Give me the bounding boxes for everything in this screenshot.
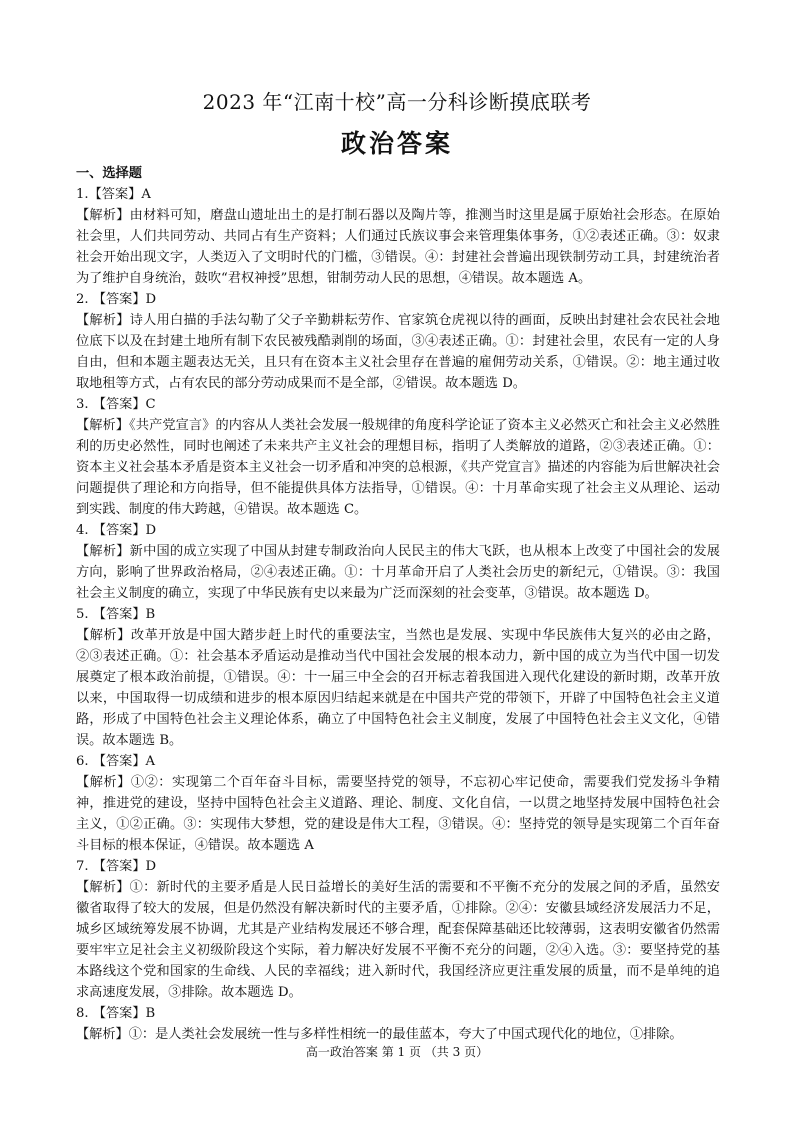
exam-title: 2023 年“江南十校”高一分科诊断摸底联考 bbox=[202, 90, 592, 114]
page-footer: 高一政治答案 第 1 页 （共 3 页） bbox=[305, 1045, 489, 1059]
explanation-8: 【解析】①：是人类社会发展统一性与多样性相统一的最佳蓝本，夸大了中国式现代化的地位，①排除。 bbox=[76, 1027, 683, 1042]
answer-line-5: 5. 【答案】B bbox=[76, 607, 156, 622]
answer-line-7: 7. 【答案】D bbox=[76, 859, 157, 874]
answer-line-2: 2. 【答案】D bbox=[76, 292, 157, 307]
answer-content bbox=[76, 163, 720, 1045]
explanation-1: 【解析】由材料可知，磨盘山遗址出土的是打制石器以及陶片等，推测当时这里是属于原始社会形态。在原始社会里，人们共同劳动、共同占有生产资料；人们通过氏族议事会来管理集体事务，①②表述正确。③：奴隶社会开始出现文字，人类迈入了文明时代的门槛，③错误。④：封建社会普遍出现铁制劳动工具，封建统治者为了维护自身统治，鼓吹“君权神授”思想，钳制劳动人民的思想，④错误。故本题选 A。 bbox=[76, 208, 720, 286]
explanation-4: 【解析】新中国的成立实现了中国从封建专制政治向人民民主的伟大飞跃，也从根本上改变了中国社会的发展方向，影响了世界政治格局，②④表述正确。①：十月革命开启了人类社会历史的新纪元，①错误。③：我国社会主义制度的确立，实现了中华民族有史以来最为广泛而深刻的社会变革，③错误。故本题选 D。 bbox=[76, 544, 720, 601]
document-subtitle: 政治答案 bbox=[340, 129, 453, 158]
explanation-5: 【解析】改革开放是中国大踏步赶上时代的重要法宝，当然也是发展、实现中华民族伟大复兴的必由之路，②③表述正确。①：社会基本矛盾运动是推动当代中国社会发展的根本动力，新中国的成立为当代中国一切发展奠定了根本政治前提，①错误。④：十一届三中全会的召开标志着我国进入现代化建设的新时期，改革开放以来，中国取得一切成绩和进步的根本原因归结起来就是在中国共产党的带领下，开辟了中国特色社会主义道路，形成了中国特色社会主义理论体系，确立了中国特色社会主义制度，发展了中国特色社会主义文化，④错误。故本题选 B。 bbox=[76, 628, 720, 748]
answer-line-3: 3. 【答案】C bbox=[76, 397, 156, 412]
explanation-2: 【解析】诗人用白描的手法勾勒了父子辛勤耕耘劳作、官家筑仓虎视以待的画面，反映出封建社会农民社会地位底下以及在封建土地所有制下农民被残酷剥削的场面，③④表述正确。①：封建社会里，农民有一定的人身自由，但和本题主题表达无关，且只有在资本主义社会里存在普遍的雇佣劳动关系，①错误。②：地主通过收取地租等方式，占有农民的部分劳动成果而不是全部，②错误。故本题选 D。 bbox=[76, 313, 720, 391]
answer-line-4: 4. 【答案】D bbox=[76, 523, 157, 538]
section-heading: 一、选择题 bbox=[76, 166, 142, 181]
answer-line-1: 1.【答案】A bbox=[76, 187, 151, 202]
explanation-6: 【解析】①②：实现第二个百年奋斗目标，需要坚持党的领导，不忘初心牢记使命，需要我们党发扬斗争精神，推进党的建设，坚持中国特色社会主义道路、理论、制度、文化自信，一以贯之地坚持发展中国特色社会主义，①②正确。③：实现伟大梦想，党的建设是伟大工程，③错误。④：坚持党的领导是实现第二个百年奋斗目标的根本保证，④错误。故本题选 A bbox=[76, 775, 720, 853]
answer-line-6: 6. 【答案】A bbox=[76, 754, 156, 769]
explanation-7: 【解析】①：新时代的主要矛盾是人民日益增长的美好生活的需要和不平衡不充分的发展之间的矛盾，虽然安徽省取得了较大的发展，但是仍然没有解决新时代的主要矛盾，①排除。②④：安徽县域经济发展活力不足，城乡区域统筹发展不协调，尤其是产业结构发展还不够合理，配套保障基础还比较薄弱，这表明安徽省仍然需要牢牢立足社会主义初级阶段这个实际，着力解决好发展不平衡不充分的问题，②④入选。③：要坚持党的基本路线这个党和国家的生命线、人民的幸福线；进入新时代，我国经济应更注重发展的质量，而不是单纯的追求高速度发展，③排除。故本题选 D。 bbox=[76, 880, 720, 1000]
explanation-3: 【解析】《共产党宣言》的内容从人类社会发展一般规律的角度科学论证了资本主义必然灭亡和社会主义必然胜利的历史必然性，同时也阐述了未来共产主义社会的理想目标，指明了人类解放的道路，②③表述正确。①：资本主义社会基本矛盾是资本主义社会一切矛盾和冲突的总根源，《共产党宣言》描述的内容能为后世解决社会问题提供了理论和方向指导，但不能提供具体方法指导，①错误。④：十月革命实现了社会主义从理论、运动到实践、制度的伟大跨越，④错误。故本题选 C。 bbox=[76, 418, 720, 517]
answer-line-8: 8. 【答案】B bbox=[76, 1006, 156, 1021]
